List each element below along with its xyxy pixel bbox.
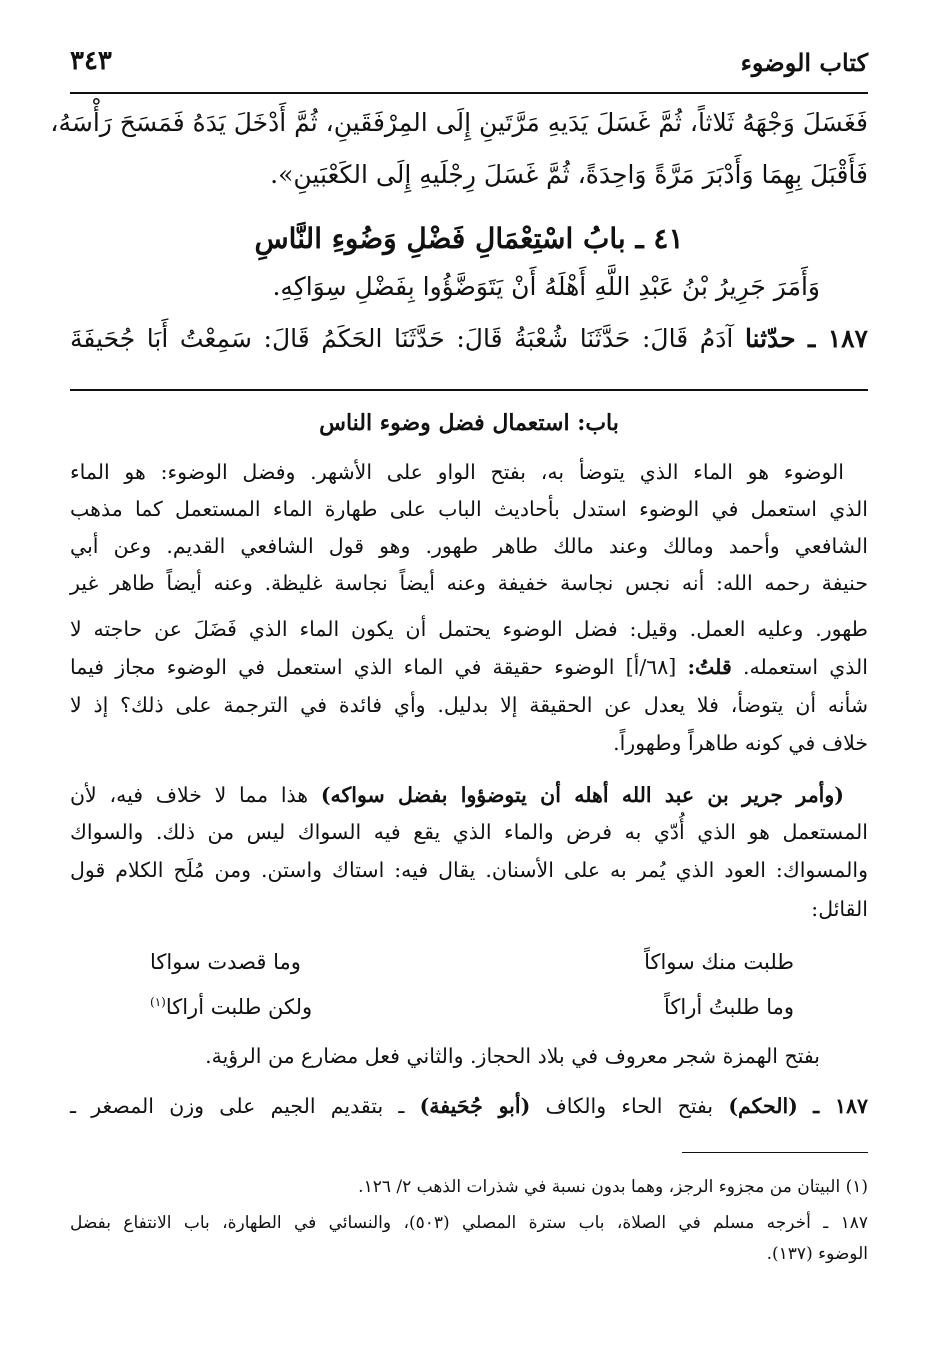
commentary-line: بفتح الهمزة شجر معروف في بلاد الحجاز. والثاني فعل مضارع من الرؤية. xyxy=(205,1044,820,1068)
footnote-2: ١٨٧ ـ أخرجه مسلم في الصلاة، باب سترة المصلي (٥٠٣)، والنسائي في الطهارة، باب الانتفاع بفضل xyxy=(70,1213,868,1233)
footnote-rule xyxy=(682,1152,868,1153)
running-header xyxy=(70,44,868,92)
narrator-name: (أبو جُحَيفة) xyxy=(419,1094,531,1118)
hadith-line-2: فَأَقْبَلَ بِهِمَا وَأَدْبَرَ مَرَّةً وَاحِدَةً، ثُمَّ غَسَلَ رِجْلَيهِ إِلَى الكَعْبَينِ». xyxy=(270,160,868,189)
footnote-2-cont: الوضوء (١٣٧). xyxy=(766,1244,868,1264)
narrator-name: (الحكم) xyxy=(728,1094,798,1118)
hadith-ref-number: ١٨٧ ـ xyxy=(813,1094,868,1118)
commentary-line: شأنه أن يتوضأ، فلا يعدل عن الحقيقة إلا بدليل. وأي فائدة في الترجمة على ذلك؟ إذ لا xyxy=(70,693,868,717)
commentary-line: والمسواك: العود الذي يُمر به على الأسنان. يقال فيه: استاك واستن. ومن مُلَح الكلام قول xyxy=(70,858,868,882)
page xyxy=(50,0,868,1362)
commentary-line: خلاف في كونه طاهراً وطهوراً. xyxy=(613,731,868,755)
chapter-subtext: وَأَمَرَ جَرِيرُ بْنُ عَبْدِ اللَّهِ أَهْلَهُ أَنْ يَتَوَضَّؤُوا بِفَضْلِ سِوَاكِهِ. xyxy=(272,272,820,301)
commentary-text: [٦٨/أ] الوضوء حقيقة في الماء الذي استعمل في الوضوء مجاز فيما xyxy=(70,655,677,679)
commentary-line: الشافعي وأحمد ومالك وعند مالك طاهر طهور. وهو قول الشافعي القديم. وعن أبي xyxy=(70,534,868,558)
verse-hemistich: طلبت منك سواكاً xyxy=(644,950,794,974)
commentary-heading: باب: استعمال فضل وضوء الناس xyxy=(319,410,619,436)
qult-marker: قلتُ: xyxy=(687,655,732,679)
verse-hemistich xyxy=(150,995,312,1019)
hadith-187-isnad: آدَمُ قَالَ: حَدَّثَنَا شُعْبَةُ قَالَ: حَدَّثَنَا الحَكَمُ قَالَ: سَمِعْتُ أَبَا جُحَيفَةَ xyxy=(70,324,734,353)
commentary-line xyxy=(70,655,868,679)
verse-text: ولكن طلبت أراكا xyxy=(165,995,313,1019)
commentary-text: ـ بتقديم الجيم على وزن المصغر ـ xyxy=(70,1094,405,1118)
commentary-line: القائل: xyxy=(811,897,868,921)
page-number: ٣٤٣ xyxy=(70,46,112,76)
commentary-line: المستعمل هو الذي أُدّي به فرض والماء الذي يقع فيه السواك ليس من ذلك. والسواك xyxy=(70,820,868,844)
commentary-line: حنيفة رحمه الله: أنه نجس نجاسة خفيفة وعنه أيضاً نجاسة غليظة. وعنه أيضاً طاهر غير xyxy=(70,571,868,595)
commentary-text: بفتح الحاء والكاف xyxy=(545,1094,714,1118)
chapter-heading: ٤١ ـ بابُ اسْتِعْمَالِ فَضْلِ وَضُوءِ النَّاسِ xyxy=(254,222,684,255)
footnote-1: (١) البيتان من مجزوء الرجز، وهما بدون نسبة في شذرات الذهب ٢/ ١٢٦. xyxy=(358,1177,868,1197)
commentary-text: هذا مما لا خلاف فيه، لأن xyxy=(70,783,309,807)
commentary-line: الوضوء هو الماء الذي يتوضأ به، بفتح الواو على الأشهر. وفضل الوضوء: هو الماء xyxy=(70,460,844,484)
quoted-matn: (وأمر جرير بن عبد الله أهله أن يتوضؤوا بفضل سواكه) xyxy=(320,783,844,807)
commentary-text: الذي استعمله. xyxy=(742,655,868,679)
book-title: كتاب الوضوء xyxy=(740,48,868,77)
commentary-line: الذي استعمل في الوضوء استدل بأحاديث الباب على طهارة الماء المستعمل كما مذهب xyxy=(70,497,868,521)
commentary-line xyxy=(70,783,868,807)
hadith-line-1: فَغَسَلَ وَجْهَهُ ثَلاثاً، ثُمَّ غَسَلَ يَدَيهِ مَرَّتَينِ إِلَى المِرْفَقَينِ، ثُمَّ أَدْخَلَ يَدَهُ فَمَسَحَ رَأْسَهُ، xyxy=(50,108,868,137)
verse-hemistich: وما طلبتُ أراكاً xyxy=(664,995,794,1019)
verse-hemistich: وما قصدت سواكا xyxy=(150,950,301,974)
hadith-187-number: ١٨٧ ـ حدّثنا xyxy=(744,324,868,353)
section-divider xyxy=(70,389,868,391)
footnote-mark: (١) xyxy=(150,995,166,1009)
commentary-line: طهور. وعليه العمل. وقيل: فضل الوضوء يحتمل أن يكون الماء الذي فَضَلَ عن حاجته لا xyxy=(70,617,868,641)
header-rule xyxy=(70,92,868,94)
hadith-187-line xyxy=(70,324,868,353)
commentary-line xyxy=(70,1094,868,1118)
